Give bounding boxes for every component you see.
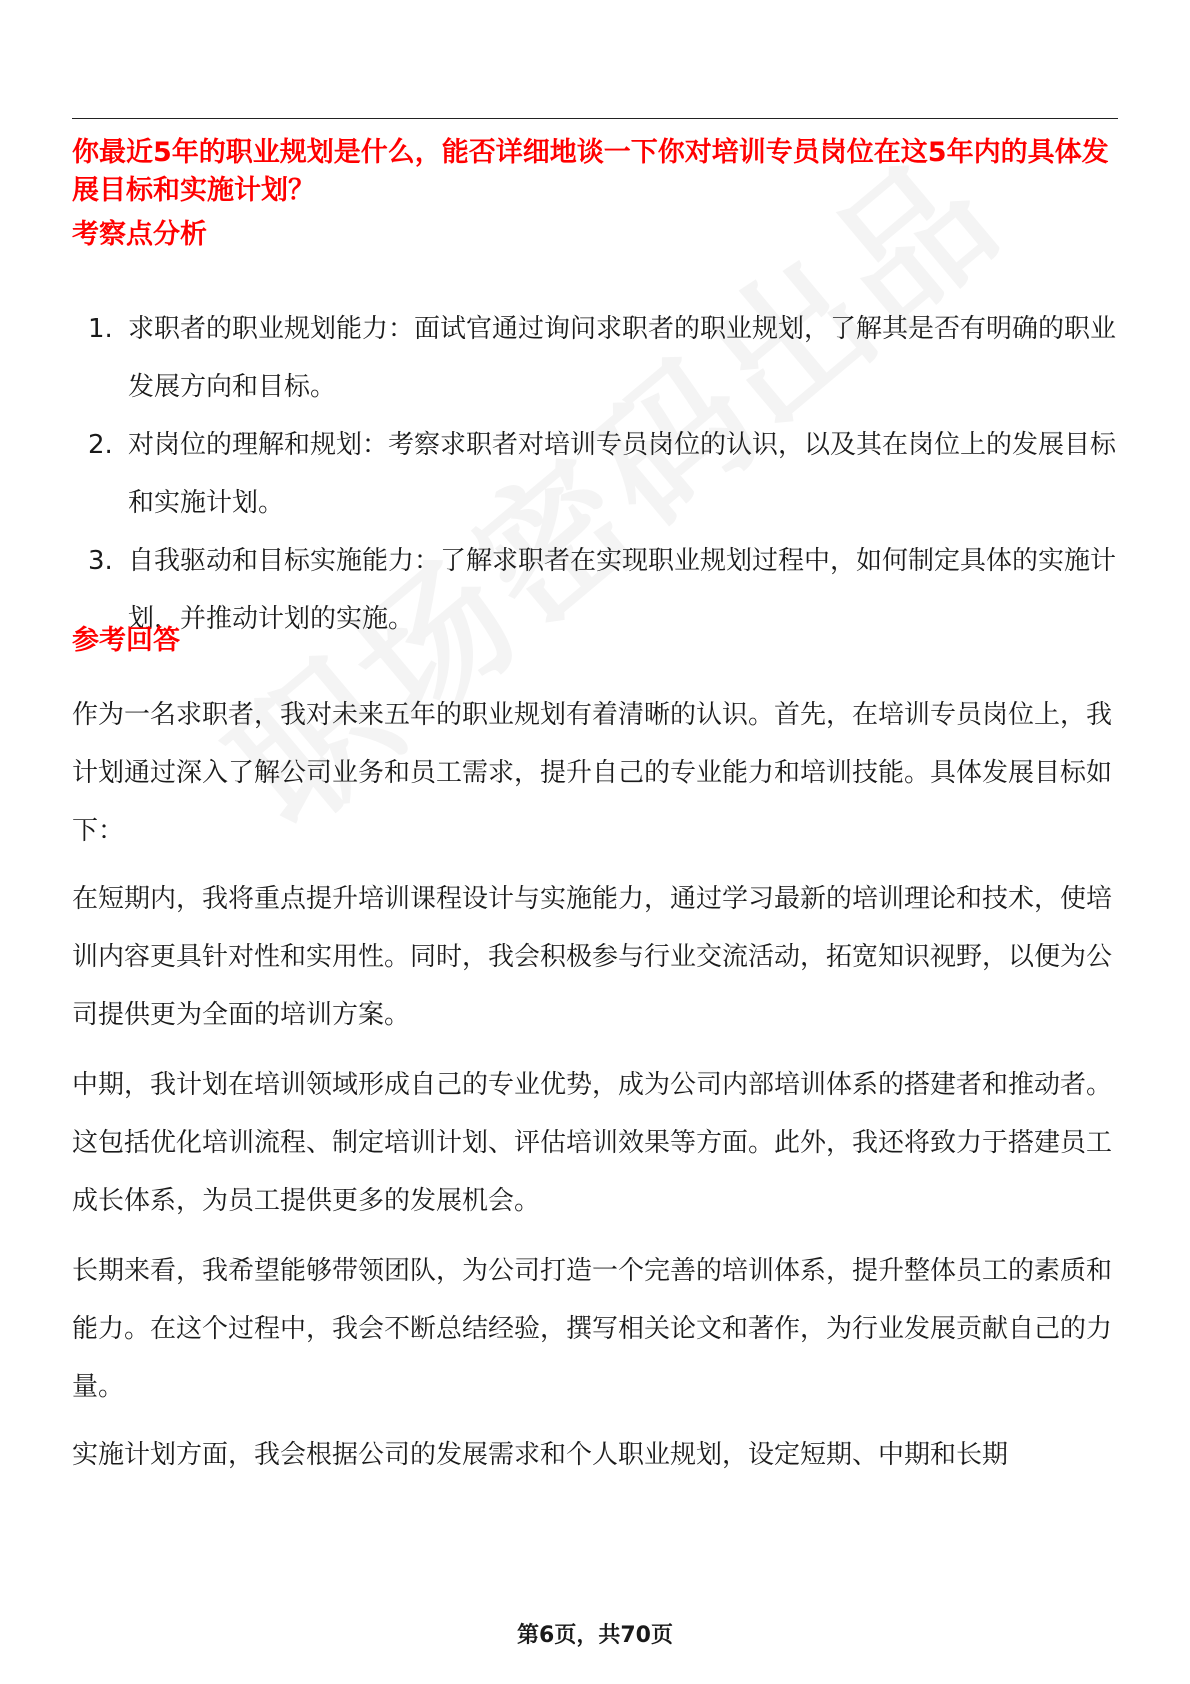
answer-paragraph: 长期来看，我希望能够带领团队，为公司打造一个完善的培训体系，提升整体员工的素质和能力。在这个过程中，我会不断总结经验，撰写相关论文和著作，为行业发展贡献自己的力量。 xyxy=(72,1256,1113,1402)
analysis-item-text: 求职者的职业规划能力：面试官通过询问求职者的职业规划，了解其是否有明确的职业发展方向和目标。 xyxy=(128,314,1117,402)
page-number-footer: 第6页，共70页 xyxy=(517,1623,673,1648)
analysis-item-number: 3. xyxy=(88,546,113,576)
top-divider xyxy=(72,118,1118,119)
analysis-list xyxy=(72,300,1118,648)
answer-paragraph: 作为一名求职者，我对未来五年的职业规划有着清晰的认识。首先，在培训专员岗位上，我计划通过深入了解公司业务和员工需求，提升自己的专业能力和培训技能。具体发展目标如下： xyxy=(72,700,1113,846)
analysis-item xyxy=(72,532,1118,648)
analysis-item-text: 对岗位的理解和规划：考察求职者对培训专员岗位的认识，以及其在岗位上的发展目标和实施计划。 xyxy=(128,430,1117,518)
answer-heading: 参考回答 xyxy=(72,625,180,656)
answer-paragraph: 在短期内，我将重点提升培训课程设计与实施能力，通过学习最新的培训理论和技术，使培训内容更具针对性和实用性。同时，我会积极参与行业交流活动，拓宽知识视野，以便为公司提供更为全面的培训方案。 xyxy=(72,884,1113,1030)
analysis-item xyxy=(72,416,1118,532)
answer-paragraph: 实施计划方面，我会根据公司的发展需求和个人职业规划，设定短期、中期和长期 xyxy=(72,1440,1009,1470)
analysis-item-text: 自我驱动和目标实施能力：了解求职者在实现职业规划过程中，如何制定具体的实施计划，并推动计划的实施。 xyxy=(128,546,1117,634)
answer-paragraph: 中期，我计划在培训领域形成自己的专业优势，成为公司内部培训体系的搭建者和推动者。这包括优化培训流程、制定培训计划、评估培训效果等方面。此外，我还将致力于搭建员工成长体系，为员工提供更多的发展机会。 xyxy=(72,1070,1113,1216)
analysis-heading: 考察点分析 xyxy=(72,219,207,250)
analysis-item-number: 2. xyxy=(88,430,113,460)
analysis-item-number: 1. xyxy=(88,314,113,344)
analysis-item xyxy=(72,300,1118,416)
question-heading: 你最近5年的职业规划是什么，能否详细地谈一下你对培训专员岗位在这5年内的具体发展目标和实施计划？ xyxy=(72,137,1109,206)
